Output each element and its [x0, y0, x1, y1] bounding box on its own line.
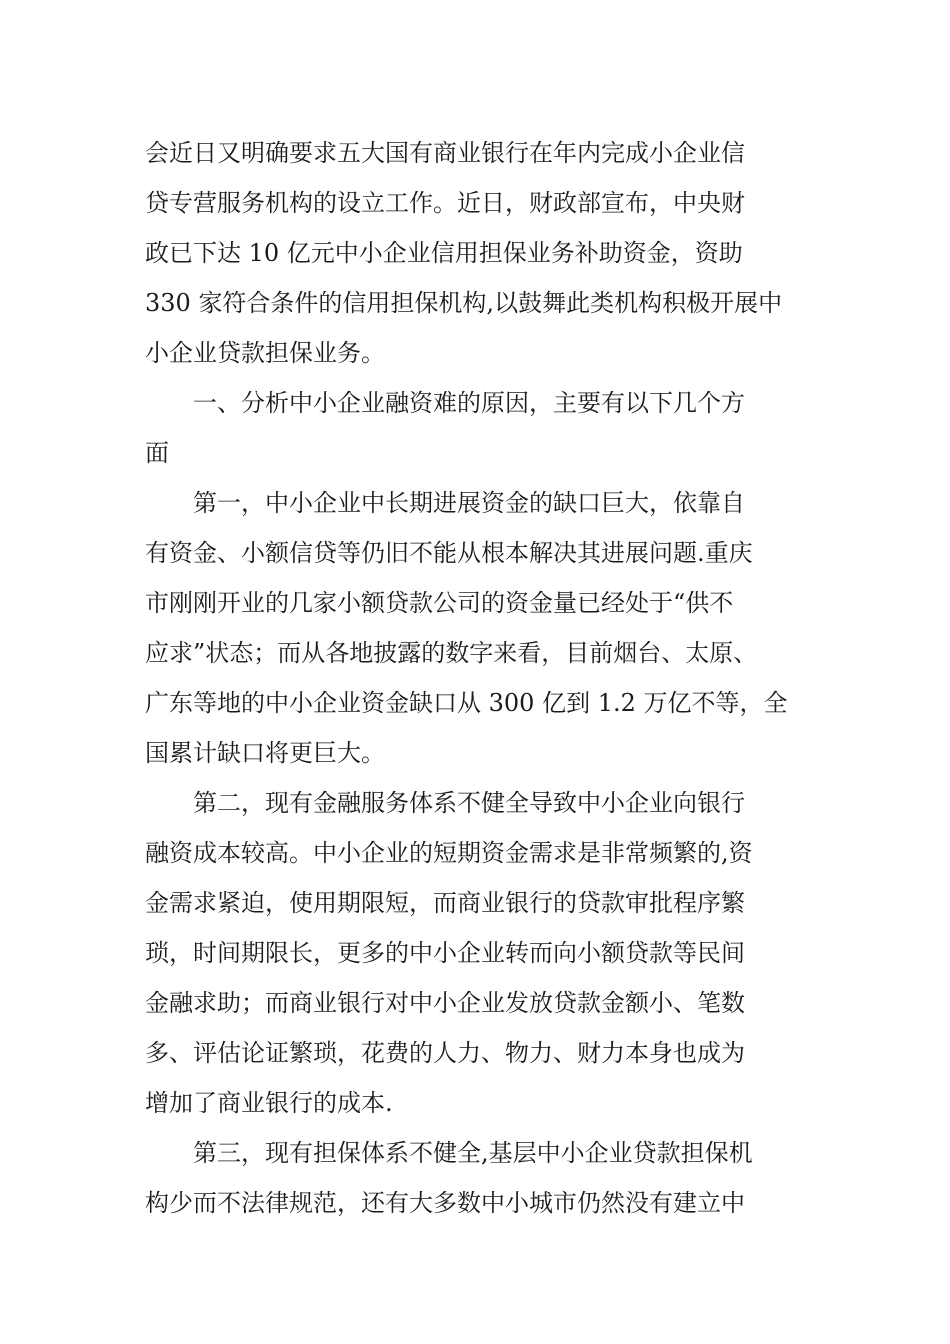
- paragraph-first-line-2: 有资金、小额信贷等仍旧不能从根本解决其进展问题.重庆: [145, 539, 753, 567]
- paragraph-first-line-1: 第一，中小企业中长期进展资金的缺口巨大，依靠自: [193, 489, 745, 517]
- document-body: [145, 128, 810, 1228]
- paragraph-second-line-3: 金需求紧迫，使用期限短，而商业银行的贷款审批程序繁: [145, 889, 745, 917]
- paragraph-third-line-1: 第三，现有担保体系不健全,基层中小企业贷款担保机: [193, 1139, 753, 1167]
- paragraph-second-line-2: 融资成本较高。中小企业的短期资金需求是非常频繁的,资: [145, 839, 753, 867]
- text-line-3: 政已下达 10 亿元中小企业信用担保业务补助资金，资助: [145, 239, 743, 267]
- text-line-5: 小企业贷款担保业务。: [145, 339, 385, 367]
- section-heading-line-1: 一、分析中小企业融资难的原因，主要有以下几个方: [193, 389, 745, 417]
- paragraph-second-line-4: 琐，时间期限长，更多的中小企业转而向小额贷款等民间: [145, 939, 745, 967]
- paragraph-first-line-3: 市刚刚开业的几家小额贷款公司的资金量已经处于“供不: [145, 589, 734, 617]
- paragraph-first-line-6: 国累计缺口将更巨大。: [145, 739, 385, 767]
- paragraph-second-line-5: 金融求助；而商业银行对中小企业发放贷款金额小、笔数: [145, 989, 745, 1017]
- section-heading-line-2: 面: [145, 439, 169, 467]
- text-line-4: 330 家符合条件的信用担保机构,以鼓舞此类机构积极开展中: [145, 289, 783, 317]
- paragraph-first-line-5: 广东等地的中小企业资金缺口从 300 亿到 1.2 万亿不等，全: [145, 689, 788, 717]
- paragraph-second-line-7: 增加了商业银行的成本.: [145, 1089, 393, 1117]
- paragraph-second-line-6: 多、评估论证繁琐，花费的人力、物力、财力本身也成为: [145, 1039, 745, 1067]
- paragraph-first-line-4: 应求”状态；而从各地披露的数字来看，目前烟台、太原、: [145, 639, 758, 667]
- text-line-2: 贷专营服务机构的设立工作。近日，财政部宣布，中央财: [145, 189, 745, 217]
- text-line-1: 会近日又明确要求五大国有商业银行在年内完成小企业信: [145, 139, 745, 167]
- paragraph-third-line-2: 构少而不法律规范，还有大多数中小城市仍然没有建立中: [145, 1189, 745, 1217]
- paragraph-second-line-1: 第二，现有金融服务体系不健全导致中小企业向银行: [193, 789, 745, 817]
